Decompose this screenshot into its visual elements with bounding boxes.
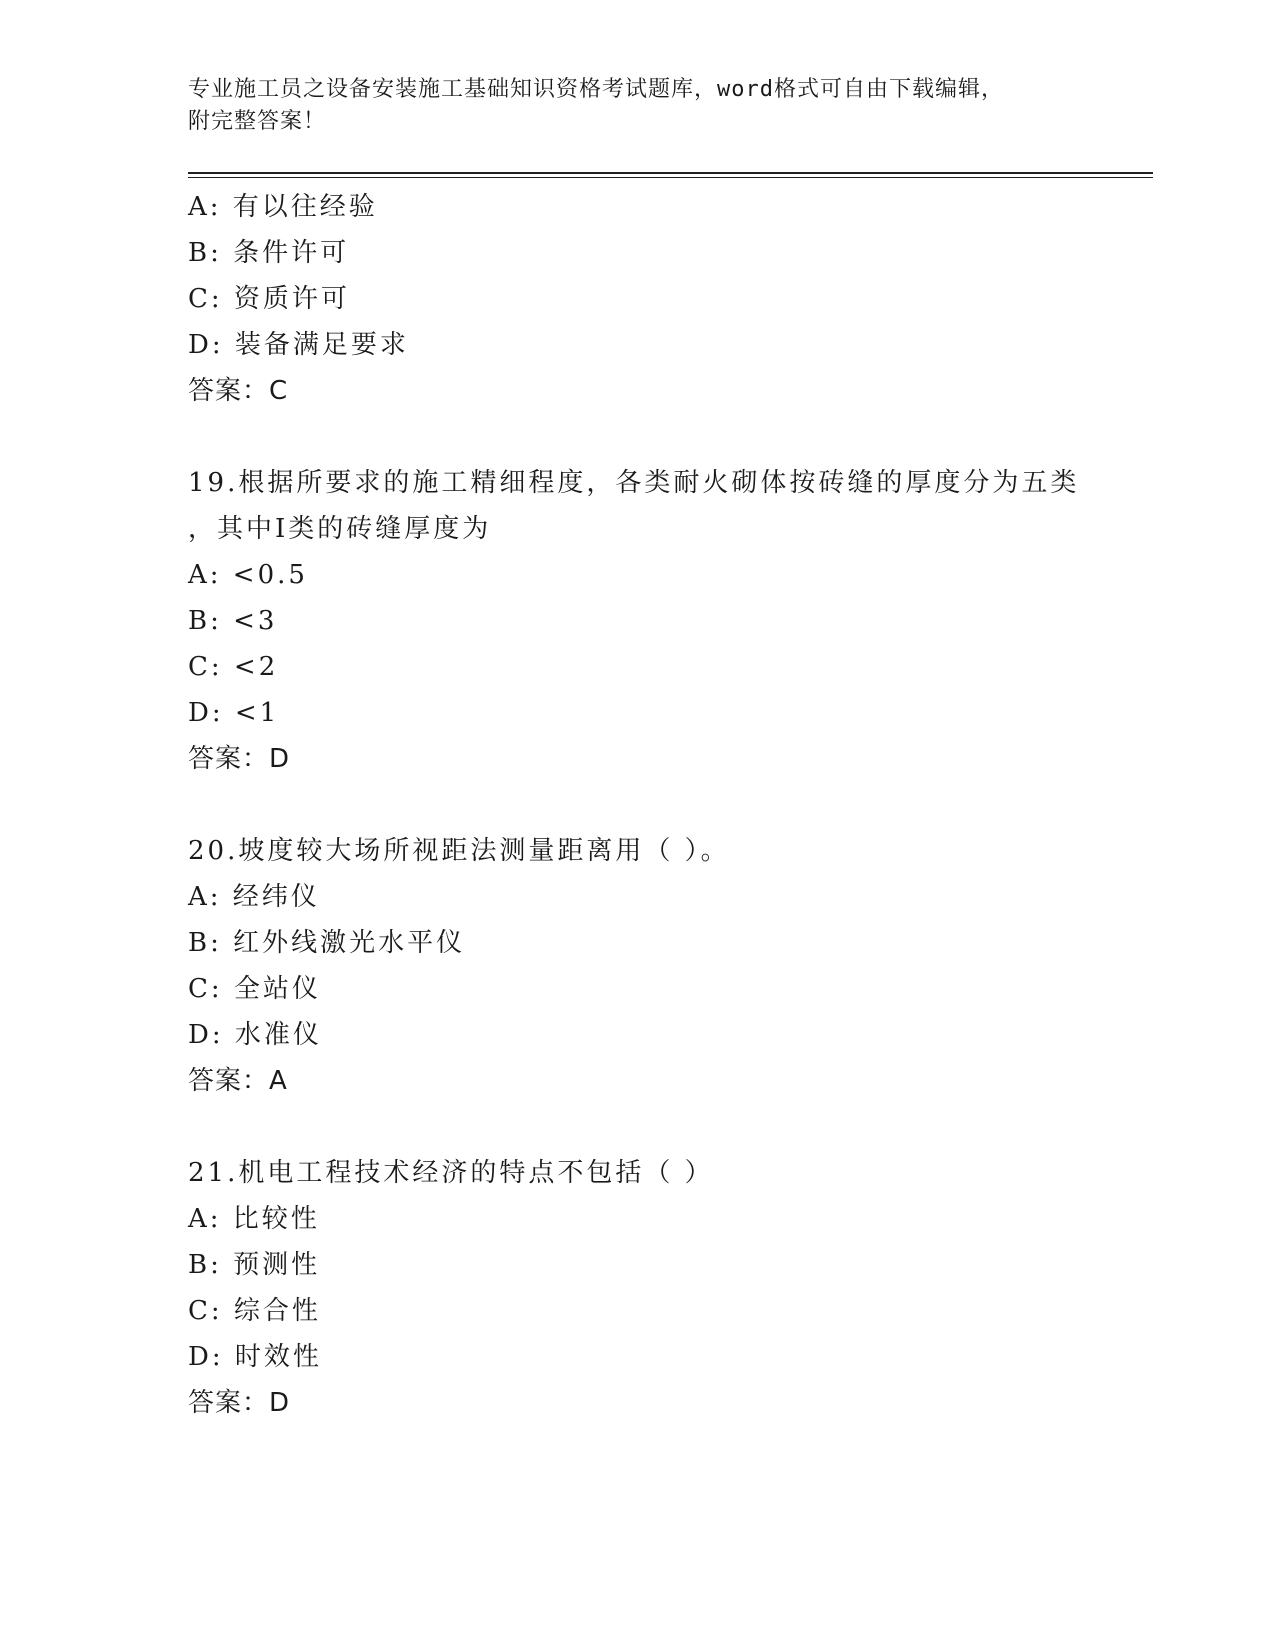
question-text: 21.机电工程技术经济的特点不包括（ ） (188, 1158, 714, 1188)
option-b: B: 红外线激光水平仪 (188, 928, 466, 958)
header-divider (188, 172, 1153, 178)
option-a: A: 经纬仪 (188, 882, 320, 912)
option-b: B: 条件许可 (188, 238, 350, 268)
option-c: C: 综合性 (188, 1296, 321, 1326)
option-b: B: 预测性 (188, 1250, 321, 1280)
answer: 答案：C (188, 376, 289, 406)
answer: 答案：D (188, 1388, 291, 1418)
option-d: D: 装备满足要求 (188, 330, 409, 360)
question-21 (188, 1150, 1153, 1426)
header-line-1: 专业施工员之设备安装施工基础知识资格考试题库，word格式可自由下载编辑， (188, 77, 1004, 102)
document-page (188, 74, 1153, 1426)
option-c: C: 全站仪 (188, 974, 321, 1004)
option-c: C: <2 (188, 652, 279, 682)
question-text-line-1: 19.根据所要求的施工精细程度，各类耐火砌体按砖缝的厚度分为五类 (188, 468, 1080, 498)
question-text: 20.坡度较大场所视距法测量距离用（ ）。 (188, 836, 730, 866)
option-d: D: 水准仪 (188, 1020, 322, 1050)
question-18 (188, 184, 1153, 414)
option-d: D: <1 (188, 698, 280, 728)
option-a: A: <0.5 (188, 560, 308, 590)
question-20 (188, 828, 1153, 1104)
question-19 (188, 460, 1153, 782)
header-line-2: 附完整答案！ (188, 109, 327, 134)
option-a: A: 比较性 (188, 1204, 320, 1234)
option-a: A: 有以往经验 (188, 192, 378, 222)
option-c: C: 资质许可 (188, 284, 350, 314)
answer: 答案：D (188, 744, 291, 774)
answer: 答案：A (188, 1066, 288, 1096)
option-d: D: 时效性 (188, 1342, 322, 1372)
question-text-line-2: ，其中I类的砖缝厚度为 (188, 514, 492, 544)
option-b: B: <3 (188, 606, 278, 636)
